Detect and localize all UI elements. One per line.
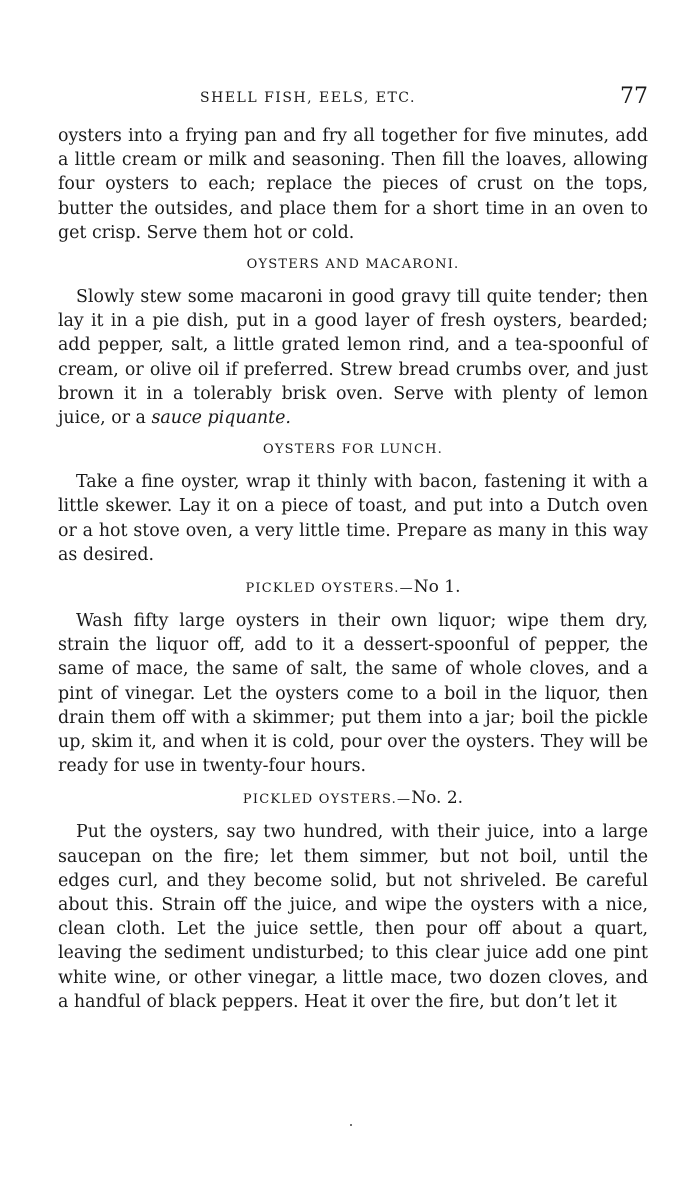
page-number: 77 (620, 84, 648, 109)
heading-oysters-for-lunch: OYSTERS FOR LUNCH. (263, 442, 443, 458)
ink-speck (350, 1124, 352, 1126)
heading-number: No. 2. (411, 788, 464, 809)
heading-text: PICKLED OYSTERS.— (245, 581, 414, 597)
paragraph-text: Slowly stew some macaroni in good gravy till quite tender; then lay it in a pie dish, put in a good layer of fresh oysters, bearded; add pepper, salt, a little grated lemon rind, and a tea-spoonful of cream, or olive oil if preferred. Strew bread crumbs over, and just brown it in a tolerably brisk oven. Serve with plenty of lemon juice, or a (58, 287, 648, 429)
paragraph-pickled-oysters-2: Put the oysters, say two hundred, with their juice, into a large saucepan on the fire; let them simmer, but not boil, until the edges curl, and they become solid, but not shriveled. Be careful about this. Strain off the juice, and wipe the oysters with a nice, clean cloth. Let the juice settle, then pour off about a quart, leaving the sediment undisturbed; to this clear juice add one pint white wine, or other vinegar, a little mace, two dozen cloves, and a handful of black peppers. Heat it over the fire, but don’t let it (58, 822, 648, 1012)
heading-number: No 1. (413, 577, 461, 598)
heading-oysters-and-macaroni: OYSTERS AND MACARONI. (246, 257, 460, 273)
running-title: SHELL FISH, EELS, ETC. (200, 90, 416, 106)
italic-sauce-piquante: sauce piquante. (151, 408, 291, 429)
paragraph-pickled-oysters-1: Wash fifty large oysters in their own liquor; wipe them dry, strain the liquor off, add to it a dessert-spoonful of pepper, the same of mace, the same of salt, the same of whole cloves, and a pint of vinegar. Let the oysters come to a boil in the liquor, then drain them off with a skimmer; put them into a jar; boil the pickle up, skim it, and when it is cold, pour over the oysters. They will be ready for use in twenty-four hours. (58, 611, 648, 777)
body-text (58, 124, 648, 1014)
paragraph-oysters-for-lunch: Take a fine oyster, wrap it thinly with bacon, fastening it with a little skewer. Lay it on a piece of toast, and put into a Dutch oven or a hot stove oven, a very little time. Prepare as many in this way as desired. (58, 472, 648, 565)
heading-pickled-oysters-1 (58, 567, 648, 609)
paragraph-continued: oysters into a frying pan and fry all together for five minutes, add a little cream or milk and seasoning. Then fill the loaves, allowing four oysters to each; replace the pieces of crust on the tops, butter the outsides, and place them for a short time in an oven to get crisp. Serve them hot or cold. (58, 126, 648, 243)
heading-text: PICKLED OYSTERS.— (242, 792, 412, 808)
running-head (58, 84, 648, 112)
paragraph-oysters-and-macaroni (58, 285, 648, 430)
heading-pickled-oysters-2 (58, 778, 648, 820)
